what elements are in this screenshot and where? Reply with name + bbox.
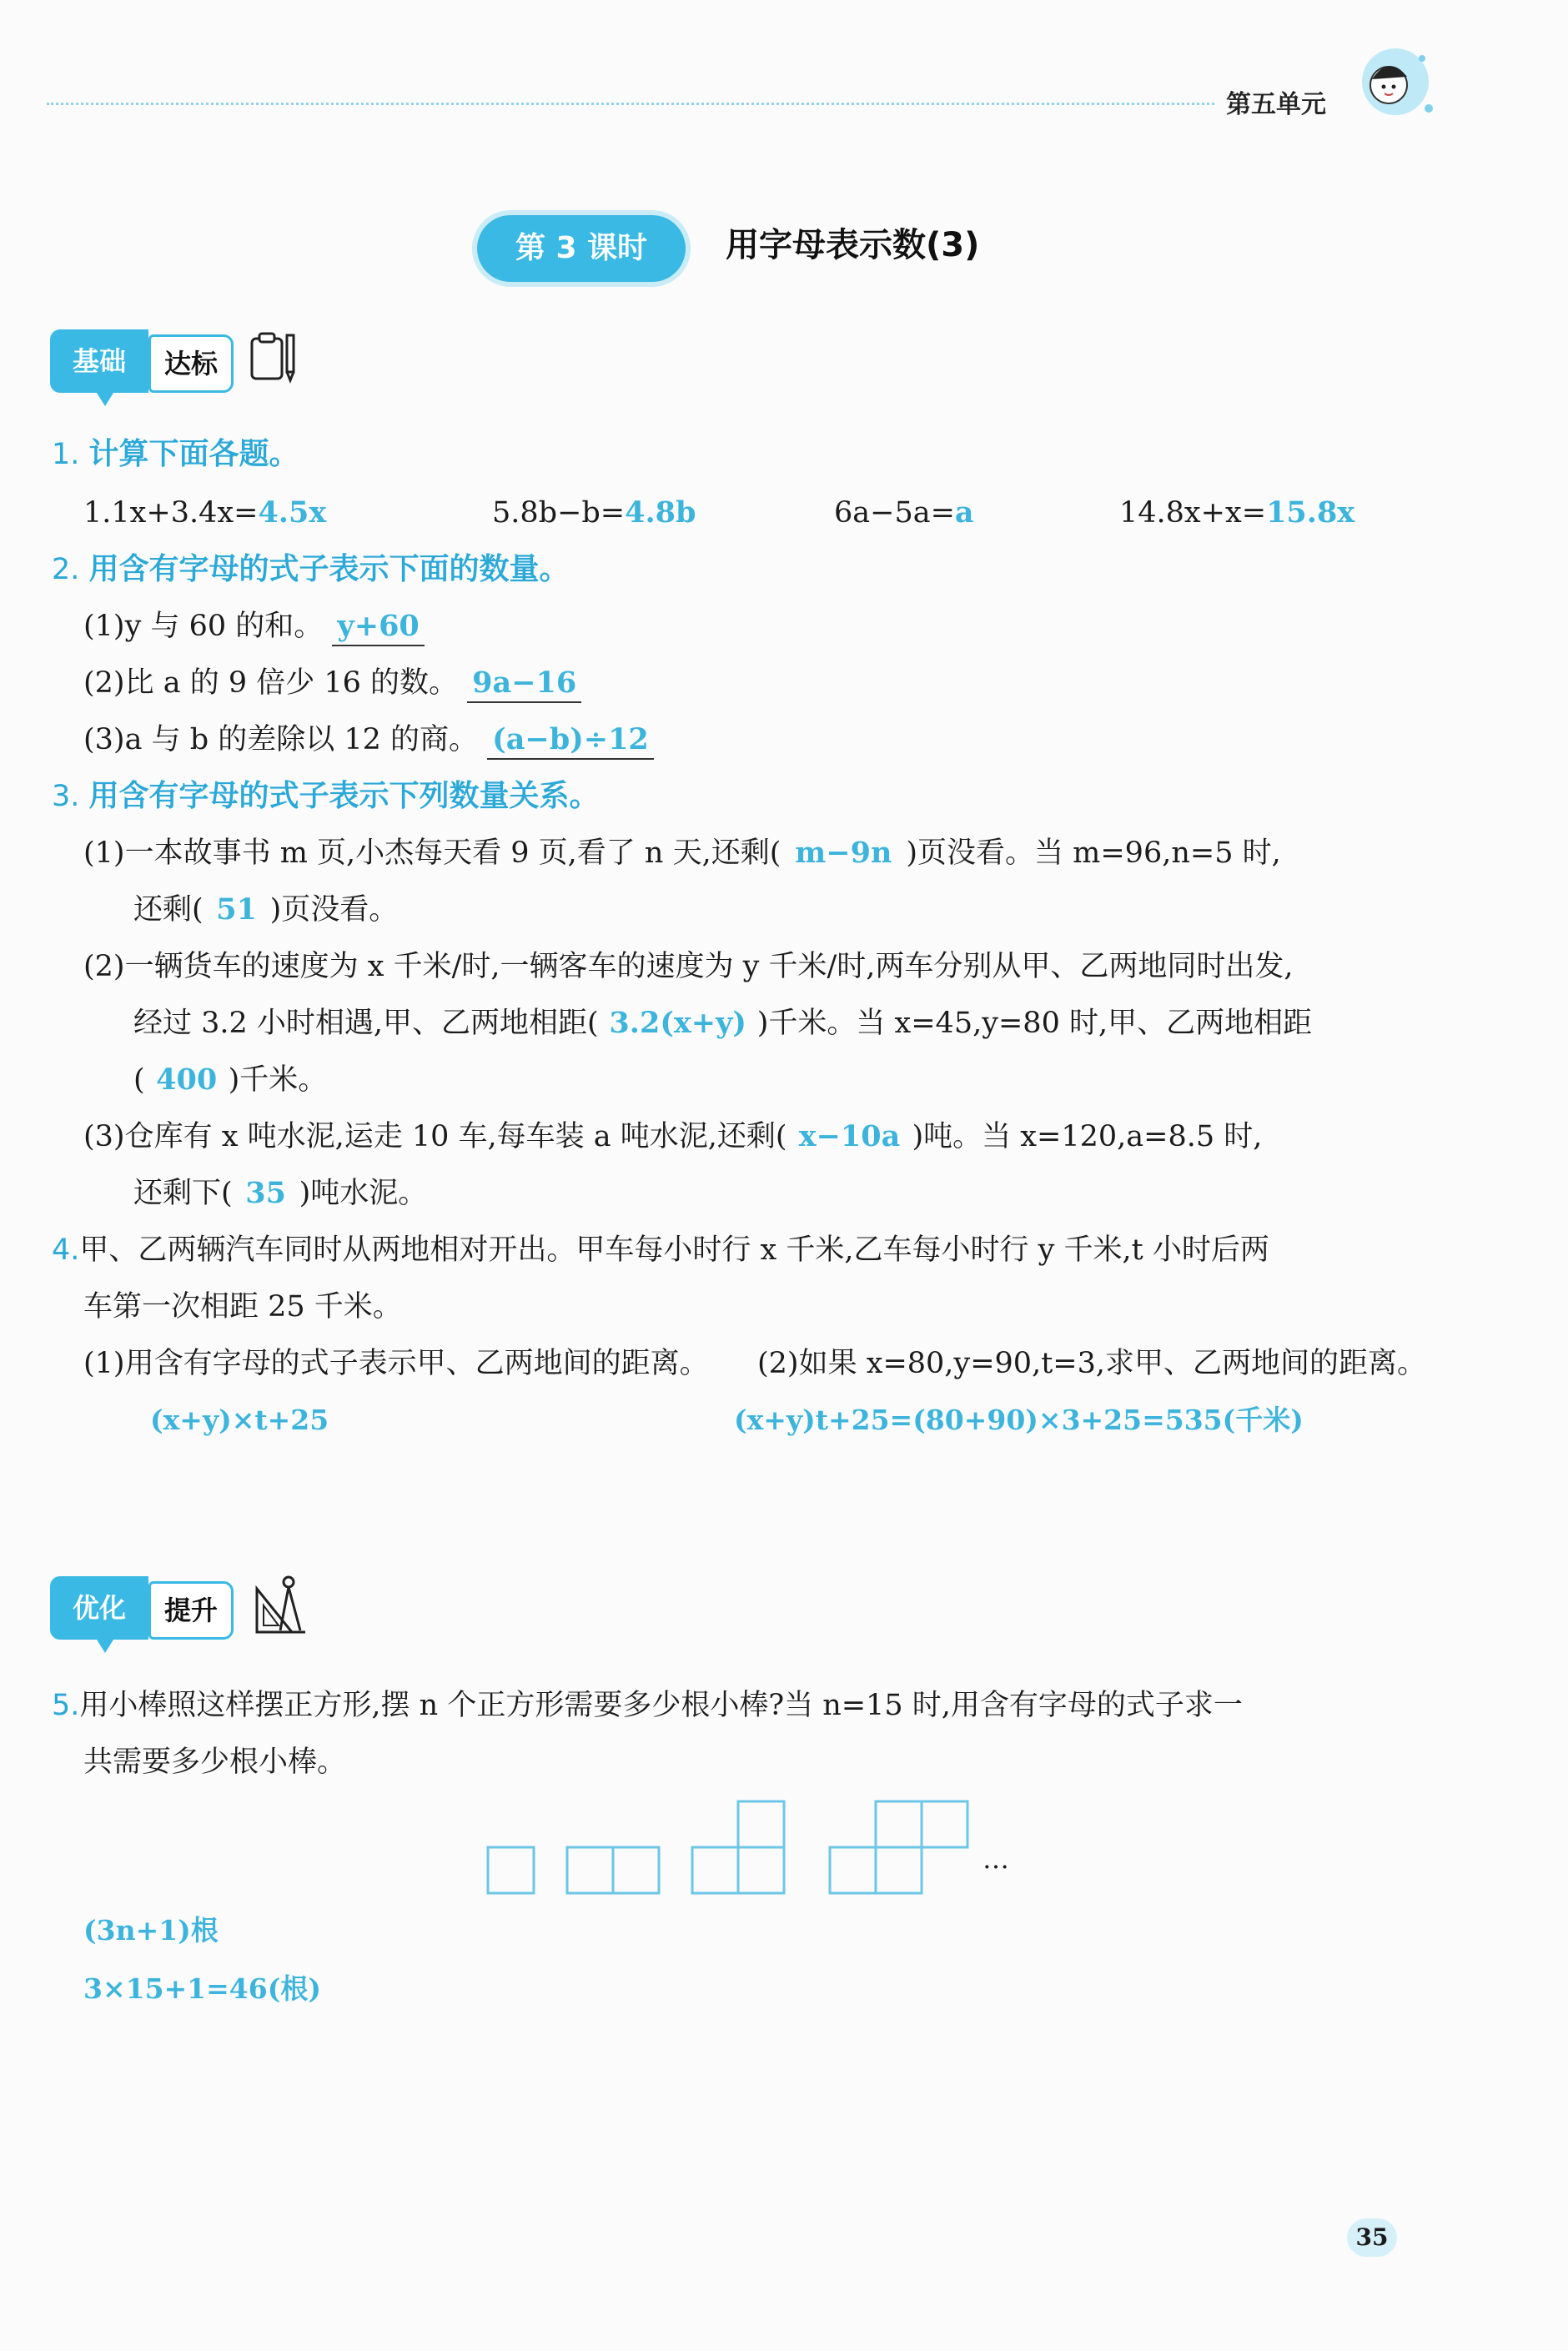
q1-expr: 1.1x+3.4x= xyxy=(83,496,259,530)
q2-question: (1)y 与 60 的和。 xyxy=(83,610,324,643)
q3-text: )千米。当 x=45,y=80 时,甲、乙两地相距 xyxy=(756,1007,1313,1040)
section-tag-basic-right: 达标 xyxy=(148,334,234,393)
lesson-number-pill: 第 3 课时 xyxy=(477,215,686,282)
q1-answer: 4.8b xyxy=(625,495,696,530)
q3-text: )吨。当 x=120,a=8.5 时, xyxy=(912,1120,1263,1153)
q3-text: )页没看。当 m=96,n=5 时, xyxy=(906,836,1281,870)
q2-answer: y+60 xyxy=(332,609,424,646)
q2-heading xyxy=(52,549,570,590)
q2-answer: 9a−16 xyxy=(467,666,581,703)
q2-item-2 xyxy=(83,662,581,704)
q3-p2-line2 xyxy=(133,1002,1312,1044)
q4-subquestion: (2)如果 x=80,y=90,t=3,求甲、乙两地间的距离。 xyxy=(757,1347,1426,1380)
q4-sub2 xyxy=(757,1343,1426,1384)
q3-p3-line1 xyxy=(83,1116,1262,1158)
q2-question: (3)a 与 b 的差除以 12 的商。 xyxy=(83,723,479,756)
q3-answer: 51 xyxy=(216,892,258,927)
q3-p3-line2 xyxy=(133,1173,427,1214)
q3-text: (3)仓库有 x 吨水泥,运走 10 车,每车装 a 吨水泥,还剩( xyxy=(83,1120,787,1153)
q3-p1-line1 xyxy=(83,832,1281,874)
q3-text: )千米。 xyxy=(228,1063,328,1097)
q5-text: 共需要多少根小棒。 xyxy=(83,1746,347,1779)
q1-expr: 5.8b−b= xyxy=(492,496,626,530)
q1-answer: a xyxy=(954,495,974,530)
q4-answer-2: (x+y)t+25=(80+90)×3+25=535(千米) xyxy=(734,1404,1304,1436)
clipboard-icon xyxy=(244,327,302,389)
q2-item-1 xyxy=(83,605,425,647)
q4-subquestion: (1)用含有字母的式子表示甲、乙两地间的距离。 xyxy=(83,1347,709,1380)
q3-text: ( xyxy=(133,1063,145,1097)
q5-number: 5. xyxy=(52,1689,80,1722)
q3-title: 用含有字母的式子表示下列数量关系。 xyxy=(88,779,600,813)
figure-ellipsis: … xyxy=(983,1843,1009,1875)
q1-item-3 xyxy=(834,492,974,534)
q2-answer: (a−b)÷12 xyxy=(487,722,654,760)
mascot-icon xyxy=(1347,33,1439,125)
square-pattern-1 xyxy=(488,1847,534,1893)
q3-answer: x−10a xyxy=(798,1119,901,1153)
section-tag-improve-right: 提升 xyxy=(148,1581,234,1640)
q1-number: 1. xyxy=(52,438,80,471)
q3-p2-line3 xyxy=(133,1059,327,1101)
q1-expr: 6a−5a= xyxy=(834,496,955,530)
q3-answer: 3.2(x+y) xyxy=(609,1006,746,1040)
q2-title: 用含有字母的式子表示下面的数量。 xyxy=(88,552,570,586)
q5-line2 xyxy=(83,1741,346,1783)
lesson-title: 用字母表示数(3) xyxy=(726,226,980,264)
q3-answer: 35 xyxy=(245,1176,287,1210)
q2-number: 2. xyxy=(52,553,80,586)
section-tag-basic-left: 基础 xyxy=(50,329,148,393)
q4-text: 车第一次相距 25 千米。 xyxy=(83,1290,402,1324)
q5-line1 xyxy=(52,1685,1243,1726)
q5-answer-2: 3×15+1=46(根) xyxy=(83,1972,321,2005)
q4-line1 xyxy=(52,1229,1269,1271)
section-tag-improve-left: 优化 xyxy=(50,1576,148,1640)
q3-text: 还剩下( xyxy=(133,1177,233,1210)
header-divider xyxy=(47,103,1214,105)
q3-heading xyxy=(52,776,600,817)
section-tag-tail xyxy=(97,393,113,406)
section-tag-tail xyxy=(97,1640,113,1653)
q3-text: 经过 3.2 小时相遇,甲、乙两地相距( xyxy=(133,1007,599,1040)
ruler-compass-icon xyxy=(250,1572,309,1642)
q1-item-4 xyxy=(1119,492,1354,534)
q4-line2 xyxy=(83,1286,402,1328)
page-number: 35 xyxy=(1347,2218,1397,2257)
q3-text: (2)一辆货车的速度为 x 千米/时,一辆客车的速度为 y 千米/时,两车分别从甲、乙两地同时出发, xyxy=(83,950,1294,983)
q3-p2-line1 xyxy=(83,946,1294,987)
q5-text: 用小棒照这样摆正方形,摆 n 个正方形需要多少根小棒?当 n=15 时,用含有字母的式子求一 xyxy=(79,1689,1243,1722)
q1-item-2 xyxy=(492,492,696,534)
q3-text: )页没看。 xyxy=(269,893,399,927)
q2-item-3 xyxy=(83,719,654,761)
q3-p1-line2 xyxy=(133,889,398,931)
q1-heading xyxy=(52,434,299,475)
matchstick-figure xyxy=(484,1793,1018,1901)
q3-answer: m−9n xyxy=(795,836,892,870)
q4-answer-1: (x+y)×t+25 xyxy=(150,1404,329,1436)
q3-text: )吨水泥。 xyxy=(299,1177,428,1210)
q3-text: 还剩( xyxy=(133,893,204,927)
q1-expr: 14.8x+x= xyxy=(1119,496,1267,530)
q3-text: (1)一本故事书 m 页,小杰每天看 9 页,看了 n 天,还剩( xyxy=(83,836,781,870)
q5-answer-1: (3n+1)根 xyxy=(83,1914,219,1947)
q4-text: 甲、乙两辆汽车同时从两地相对开出。甲车每小时行 x 千米,乙车每小时行 y 千米,t 小时后两 xyxy=(79,1233,1269,1267)
q3-number: 3. xyxy=(52,780,80,813)
q1-answer: 4.5x xyxy=(258,495,327,530)
q1-item-1 xyxy=(83,492,326,534)
q1-title: 计算下面各题。 xyxy=(88,437,299,471)
q2-question: (2)比 a 的 9 倍少 16 的数。 xyxy=(83,666,459,700)
q4-sub1 xyxy=(83,1343,709,1384)
q1-answer: 15.8x xyxy=(1266,495,1355,530)
q4-number: 4. xyxy=(52,1233,80,1267)
q3-answer: 400 xyxy=(156,1062,218,1097)
unit-label: 第五单元 xyxy=(1226,90,1326,119)
